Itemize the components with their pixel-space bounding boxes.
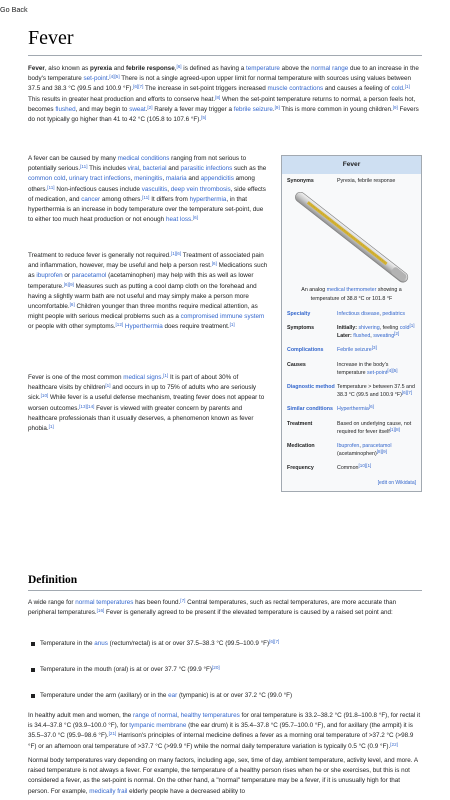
- inline-link[interactable]: temperature: [245, 65, 280, 72]
- treatment-paragraph: Treatment to reduce fever is generally not required.[1][6] Treatment of associated pain and inflammation, however, may be useful and help a person rest.[6] Medications such as ibuprofen or paracetamol (acetaminophen) may help with this as well as lower temperature.[6][9] Measures such as putting a cool damp cloth on the forehead and having a slightly warm bath are not useful and may simply make a person more uncomfortable.[6] Children younger than three months require medical attention, as might people with serious medical problems such as a compromised immune system or people with other symptoms.[12] Hyperthermia does require treatment.[1]: [28, 250, 268, 331]
- inline-link[interactable]: common cold: [28, 175, 66, 183]
- citation-link[interactable]: [2]: [147, 104, 153, 110]
- citation-link[interactable]: [8]: [215, 94, 221, 100]
- inline-link[interactable]: normal range: [311, 65, 349, 72]
- edit-on-wikidata-link[interactable]: [edit on Wikidata]: [377, 479, 416, 486]
- infobox-label: Synonyms: [287, 178, 314, 185]
- infobox-label: Frequency: [287, 465, 314, 472]
- title-divider: [28, 55, 422, 56]
- inline-link[interactable]: shivering: [358, 325, 380, 332]
- inline-link[interactable]: normal temperatures: [75, 599, 134, 606]
- citation-link[interactable]: [11]: [80, 164, 88, 169]
- inline-link[interactable]: set-point: [367, 369, 388, 376]
- section-divider: [28, 590, 422, 591]
- citation-link[interactable]: [11]: [142, 194, 150, 200]
- definition-list: [28, 636, 422, 714]
- infobox-label-link[interactable]: Specialty: [287, 310, 311, 317]
- inline-link[interactable]: pediatrics: [382, 310, 406, 317]
- bold-term: pyrexia: [89, 65, 113, 72]
- infobox-value: Pyrexia, febrile response: [337, 178, 396, 185]
- page-title: Fever: [28, 27, 74, 49]
- infobox-value: Increase in the body's temperature set-point[4][5]: [337, 361, 398, 376]
- definition-paragraph-3: Normal body temperatures vary depending on many factors, including age, sex, time of day, ambient temperature, activity level, and more. A raised temperature is not always a fever. For example, the temperature of a healthy person rises when he or she exercises, but this is not considered a fever, as the set-point is normal. On the other hand, a "normal" temperature may be a fever, if it is unusually high for that person. For example, medically frail elderly people have a decreased ability to: [28, 757, 418, 795]
- citation-link[interactable]: [6][7]: [269, 638, 280, 644]
- infobox-value: Infectious disease, pediatrics: [337, 310, 406, 317]
- inline-link[interactable]: Ibuprofen: [337, 443, 360, 450]
- citation-link[interactable]: [22]: [390, 741, 398, 747]
- citation-link[interactable]: [3]: [371, 345, 377, 351]
- infobox-row-similar: [285, 402, 418, 416]
- citation-link[interactable]: [4][5]: [109, 74, 120, 79]
- citation-link[interactable]: [7]: [180, 597, 186, 603]
- list-item: Temperature under the arm (axillary) or in the ear (tympanic) is at or over 37.2 °C (99.0 °F): [28, 688, 422, 714]
- inline-link[interactable]: cancer: [81, 195, 101, 203]
- citation-link[interactable]: [9]: [392, 104, 398, 110]
- inline-link[interactable]: heat loss: [165, 216, 192, 224]
- citation-link[interactable]: [6]: [176, 63, 182, 69]
- citation-link[interactable]: [1]: [48, 423, 54, 429]
- list-item: Temperature in the mouth (oral) is at or over 37.7 °C (99.9 °F)[20]: [28, 662, 422, 688]
- inline-link[interactable]: febrile seizure: [233, 105, 273, 113]
- infobox: [281, 155, 422, 492]
- citation-link[interactable]: [1]: [229, 322, 235, 328]
- inline-link[interactable]: compromised immune system: [180, 313, 265, 321]
- inline-link[interactable]: set-point: [83, 75, 108, 83]
- citation-link[interactable]: [6]: [368, 404, 374, 410]
- inline-link[interactable]: medical signs: [123, 374, 162, 381]
- infobox-value: Initially: shivering, feeling cold[1] Later: flushed, sweating[2]: [337, 322, 415, 340]
- inline-link[interactable]: paracetamol: [71, 272, 107, 280]
- inline-link[interactable]: vasculitis: [141, 185, 168, 193]
- citation-link[interactable]: [6][7]: [401, 390, 413, 396]
- infobox-row-treatment: [285, 417, 418, 439]
- infobox-title: Fever: [282, 156, 421, 174]
- infobox-label-link[interactable]: Diagnostic method: [287, 384, 335, 391]
- infobox-value: [337, 405, 416, 413]
- infobox-row-frequency: [285, 461, 418, 475]
- section-heading-definition: Definition: [28, 574, 78, 586]
- citation-link[interactable]: [8][9]: [376, 449, 387, 455]
- citation-link[interactable]: [6]: [69, 301, 75, 307]
- citation-link[interactable]: [10][1]: [358, 463, 372, 469]
- citation-link[interactable]: [10]: [40, 393, 49, 399]
- citation-link[interactable]: [12]: [115, 322, 124, 328]
- infobox-row-medication: [285, 439, 418, 461]
- bold-term: Initially:: [337, 325, 359, 332]
- bold-term: Fever: [28, 65, 45, 72]
- inline-link[interactable]: tympanic membrane: [129, 722, 187, 730]
- citation-link[interactable]: [5]: [201, 114, 207, 120]
- inline-link[interactable]: hyperthermia: [189, 195, 227, 203]
- inline-link[interactable]: parasitic infections: [180, 165, 233, 173]
- citation-link[interactable]: [13][14]: [79, 403, 95, 409]
- definition-paragraph-2: In healthy adult men and women, the range of normal, healthy temperatures for oral temperature is 33.2–38.2 °C (91.8–100.8 °F), for rectal it is 34.4–37.8 °C (93.9–100.0 °F), for tympanic membrane (the ear drum) it is 35.4–37.8 °C (95.7–100.0 °F), and for axillary (the armpit) it is 35.5–37.0 °C (95.9–98.6 °F).[21] Harrison's principles of internal medicine defines a fever as a morning oral temperature of >37.2 °C (>98.9 °F) or an afternoon oral temperature of >37.7 °C (>99.9 °F) while the normal daily temperature variation is typically 0.5 °C (0.9 °F).[22]: [28, 712, 421, 750]
- citation-link[interactable]: [6]: [211, 261, 217, 266]
- citation-link[interactable]: [2]: [394, 331, 400, 337]
- infobox-value: Based on underlying cause, not required for fever itself[1][8]: [337, 420, 412, 435]
- citation-link[interactable]: [6][9]: [63, 281, 74, 287]
- citation-link[interactable]: [1][8]: [389, 426, 400, 432]
- citation-link[interactable]: [21]: [108, 731, 117, 737]
- epidemiology-paragraph: Fever is one of the most common medical signs.[1] It is part of about 30% of healthcare visits by children[1] and occurs in up to 75% of adults who are seriously sick.[10] While fever is a useful defense mechanism, treating fever does not appear to worsen outcomes.[13][14] Fever is viewed with greater concern by parents and healthcare professionals than it usually deserves, a phenomenon known as fever phobia.[1]: [28, 372, 265, 432]
- infobox-value: Common[10][1]: [337, 463, 372, 472]
- inline-link[interactable]: flushed: [353, 333, 371, 340]
- infobox-label: Treatment: [287, 420, 313, 427]
- infobox-row-complications: [285, 343, 418, 357]
- inline-link[interactable]: range of normal: [133, 712, 178, 719]
- inline-link[interactable]: deep vein thrombosis: [170, 185, 231, 193]
- inline-link[interactable]: bacterial: [142, 165, 167, 173]
- citation-link[interactable]: [4][5]: [387, 367, 398, 373]
- bold-term: febrile response: [126, 65, 175, 72]
- citation-link[interactable]: [1]: [163, 372, 169, 378]
- inline-link[interactable]: meningitis: [134, 175, 163, 183]
- infobox-row-synonyms: [285, 174, 418, 188]
- list-item: Temperature in the anus (rectum/rectal) is at or over 37.5–38.3 °C (99.5–100.9 °F)[6][7]: [28, 636, 422, 662]
- inline-link[interactable]: viral: [127, 165, 140, 173]
- thermometer-image[interactable]: [285, 192, 418, 284]
- bold-term: Later:: [337, 333, 354, 340]
- citation-link[interactable]: [1]: [105, 383, 111, 388]
- infobox-row-causes: [285, 358, 418, 380]
- infobox-value: Ibuprofen, paracetamol (acetaminophen)[8][9]: [337, 443, 392, 458]
- citation-link[interactable]: [16]: [96, 608, 105, 613]
- citation-link[interactable]: [11]: [47, 184, 55, 190]
- inline-link[interactable]: muscle contractions: [267, 85, 324, 93]
- inline-link[interactable]: anus: [94, 640, 108, 647]
- lead-paragraph: Fever, also known as pyrexia and febrile response,[6] is defined as having a temperature above the normal range due to an increase in the body's temperature set-point.[4][5] There is not a single agreed-upon upper limit for normal temperature with sources using values between 37.5 and 38.3 °C (99.5 and 100.9 °F).[6][7] The increase in set-point triggers increased muscle contractions and causes a feeling of cold.[1] This results in greater heat production and efforts to conserve heat.[8] When the set-point temperature returns to normal, a person feels hot, becomes flushed, and may begin to sweat.[2] Rarely a fever may trigger a febrile seizure.[9] This is more common in young children.[9] Fevers do not typically go higher than 41 to 42 °C (105.8 to 107.6 °F).[5]: [28, 63, 419, 123]
- inline-link[interactable]: medical conditions: [117, 155, 170, 162]
- citation-link[interactable]: [1]: [409, 322, 415, 328]
- inline-link[interactable]: cold: [399, 325, 410, 332]
- inline-link[interactable]: Infectious disease: [337, 310, 380, 317]
- citation-link[interactable]: [9]: [274, 104, 280, 110]
- inline-link[interactable]: medical thermometer: [326, 287, 377, 294]
- definition-paragraph-1: A wide range for normal temperatures has been found.[7] Central temperatures, such as rectal temperatures, are more accurate than peripheral temperatures.[16] Fever is generally agreed to be present if the elevated temperature is caused by a raised set point and:: [28, 597, 397, 617]
- infobox-row-symptoms: [285, 321, 418, 343]
- inline-link[interactable]: Hyperthermia: [337, 406, 369, 413]
- infobox-image-caption: An analog medical thermometer showing a temperature of 38.8 °C or 101.8 °F: [301, 287, 402, 302]
- inline-link[interactable]: medically frail: [89, 787, 128, 795]
- inline-link[interactable]: ear: [168, 692, 178, 699]
- causes-paragraph: A fever can be caused by many medical conditions ranging from not serious to potentially serious.[11] This includes viral, bacterial and parasitic infections such as the common cold, urinary tract infections, meningitis, malaria and appendicitis among others.[11] Non-infectious causes include vasculitis, deep vein thrombosis, side effects of medication, and cancer among others.[11] It differs from hyperthermia, in that hyperthermia is an increase in body temperature over the temperature set-point, due to either too much heat production or not enough heat loss.[6]: [28, 155, 267, 224]
- citation-link[interactable]: [6]: [192, 214, 198, 220]
- infobox-label-link[interactable]: Similar conditions: [287, 406, 333, 413]
- inline-link[interactable]: flushed: [55, 105, 76, 113]
- citation-link[interactable]: [20]: [211, 664, 220, 670]
- infobox-value: Temperature > between 37.5 and 38.3 °C (99.5 and 100.9 °F)[6][7]: [337, 384, 415, 399]
- go-back-link[interactable]: Go Back: [0, 5, 28, 14]
- inline-link[interactable]: urinary tract infections: [68, 175, 131, 183]
- inline-link[interactable]: paracetamol: [362, 443, 392, 450]
- citation-link[interactable]: [6][7]: [133, 84, 144, 90]
- infobox-label-link[interactable]: Complications: [287, 347, 324, 354]
- infobox-label: Medication: [287, 443, 315, 450]
- infobox-row-specialty: [285, 307, 418, 321]
- infobox-label: Causes: [287, 361, 306, 368]
- inline-link[interactable]: healthy temperatures: [180, 712, 240, 719]
- inline-link[interactable]: cold: [391, 85, 403, 93]
- inline-link[interactable]: sweating: [373, 333, 395, 340]
- infobox-row-diagnostic: [285, 380, 418, 402]
- inline-link[interactable]: Hyperthermia: [124, 323, 163, 331]
- infobox-label: Symptoms: [287, 325, 315, 332]
- inline-link[interactable]: Febrile seizure: [337, 347, 372, 354]
- inline-link[interactable]: sweat: [129, 105, 146, 113]
- infobox-value: [337, 346, 416, 354]
- citation-link[interactable]: [1]: [404, 84, 410, 90]
- inline-link[interactable]: ibuprofen: [36, 272, 63, 280]
- inline-link[interactable]: appendicitis: [200, 175, 234, 183]
- citation-link[interactable]: [1][6]: [170, 250, 182, 256]
- thermometer-illustration: [285, 192, 418, 284]
- inline-link[interactable]: malaria: [165, 175, 187, 183]
